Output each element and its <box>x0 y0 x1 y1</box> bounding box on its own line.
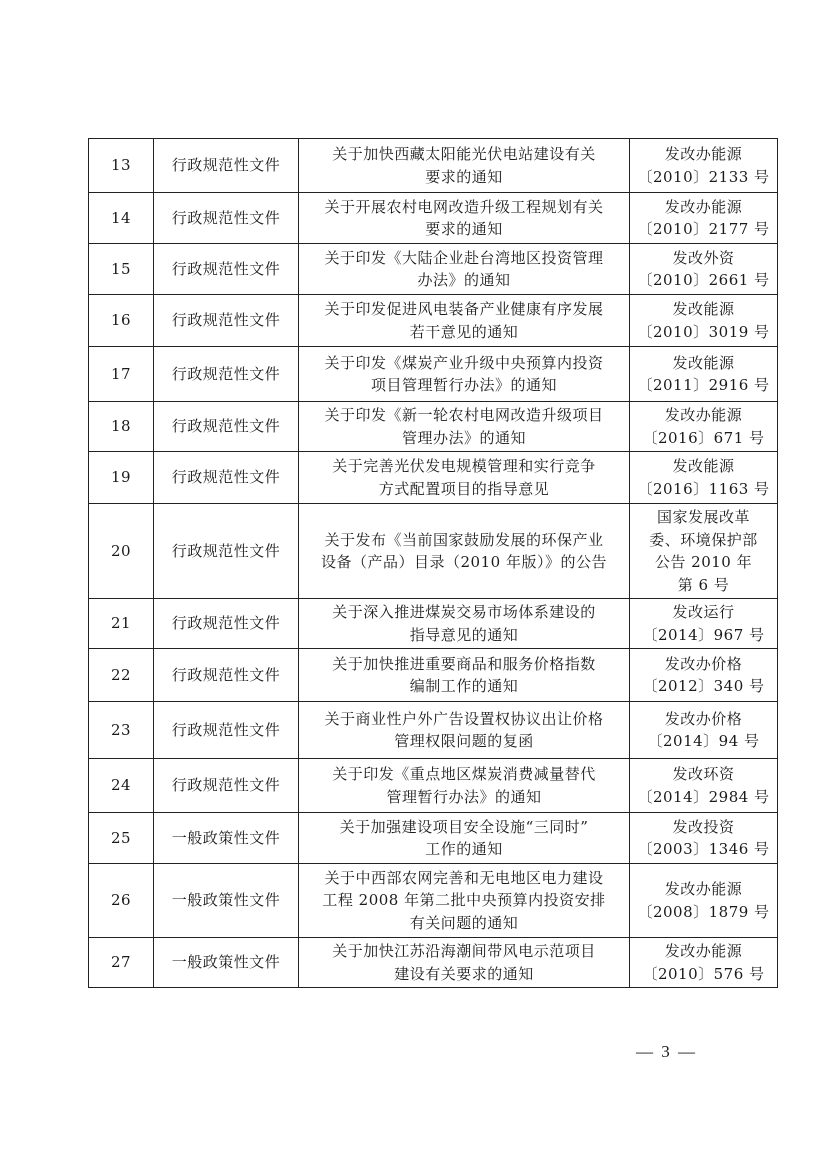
document-number <box>630 193 778 244</box>
document-type: 行政规范性文件 <box>154 402 299 452</box>
document-number-line: 发改能源 <box>672 300 735 318</box>
row-number: 17 <box>89 347 154 402</box>
row-number: 25 <box>89 813 154 864</box>
row-number: 24 <box>89 759 154 813</box>
document-title <box>299 864 630 938</box>
document-number-line: 发改办能源 <box>664 145 743 163</box>
document-number <box>630 599 778 649</box>
document-number-line: 发改办能源 <box>664 942 743 960</box>
row-number: 23 <box>89 702 154 759</box>
row-number: 18 <box>89 402 154 452</box>
document-title <box>299 193 630 244</box>
document-number-line: 〔2011〕2916 号 <box>637 376 770 394</box>
document-number-line: 发改能源 <box>672 353 735 372</box>
document-type: 行政规范性文件 <box>154 347 299 402</box>
document-title-line: 关于发布《当前国家鼓励发展的环保产业 <box>324 530 604 549</box>
document-number-line: 〔2014〕2984 号 <box>637 787 770 806</box>
document-title <box>299 347 630 402</box>
document-number-line: 发改办能源 <box>664 197 743 216</box>
document-type: 一般政策性文件 <box>154 864 299 938</box>
document-number-line: 〔2012〕340 号 <box>642 677 765 695</box>
document-number <box>630 452 778 504</box>
document-title-line: 关于商业性户外广告设置权协议出让价格 <box>324 709 604 728</box>
document-title-line: 关于中西部农网完善和无电地区电力建设 <box>324 868 604 887</box>
document-title-line: 工作的通知 <box>425 840 503 858</box>
document-number-line: 公告 2010 年 <box>654 553 753 571</box>
document-title-line: 关于印发《煤炭产业升级中央预算内投资 <box>324 353 604 372</box>
table-row <box>89 649 778 702</box>
table-row <box>89 452 778 504</box>
table-row <box>89 295 778 347</box>
document-number-line: 〔2010〕3019 号 <box>637 322 770 341</box>
document-type: 行政规范性文件 <box>154 599 299 649</box>
document-title <box>299 139 630 193</box>
document-title <box>299 649 630 702</box>
document-type: 行政规范性文件 <box>154 649 299 702</box>
document-number-line: 〔2014〕94 号 <box>647 732 760 750</box>
document-title-line: 编制工作的通知 <box>409 677 519 695</box>
document-title <box>299 452 630 504</box>
document-number-line: 发改能源 <box>672 457 735 475</box>
document-type: 一般政策性文件 <box>154 813 299 864</box>
document-number <box>630 759 778 813</box>
table-row <box>89 702 778 759</box>
document-title-line: 建设有关要求的通知 <box>394 964 534 983</box>
document-type: 行政规范性文件 <box>154 452 299 504</box>
document-number <box>630 864 778 938</box>
document-title-line: 关于开展农村电网改造升级工程规划有关 <box>324 197 604 216</box>
document-type: 一般政策性文件 <box>154 938 299 988</box>
document-number <box>630 295 778 347</box>
table-row <box>89 599 778 649</box>
document-title-line: 办法》的通知 <box>417 271 511 289</box>
document-type: 行政规范性文件 <box>154 295 299 347</box>
document-number-line: 〔2003〕1346 号 <box>637 840 770 858</box>
table-row <box>89 759 778 813</box>
document-title-line: 若干意见的通知 <box>409 322 519 341</box>
document-title-line: 关于印发促进风电装备产业健康有序发展 <box>324 300 604 318</box>
document-title-line: 方式配置项目的指导意见 <box>378 479 550 498</box>
document-type: 行政规范性文件 <box>154 702 299 759</box>
table-body <box>89 139 778 988</box>
document-title-line: 管理办法》的通知 <box>401 428 526 447</box>
document-number-line: 发改办能源 <box>664 880 743 898</box>
document-number-line: 〔2008〕1879 号 <box>637 902 770 921</box>
document-title-line: 关于印发《大陆企业赴台湾地区投资管理 <box>324 248 604 267</box>
document-title-line: 关于加强建设项目安全设施“三同时” <box>339 817 589 836</box>
document-title <box>299 402 630 452</box>
document-number <box>630 813 778 864</box>
table-row <box>89 938 778 988</box>
table-row <box>89 402 778 452</box>
document-number-line: 〔2016〕1163 号 <box>637 479 770 498</box>
row-number: 14 <box>89 193 154 244</box>
document-number <box>630 347 778 402</box>
document-number <box>630 139 778 193</box>
document-type: 行政规范性文件 <box>154 504 299 599</box>
document-type: 行政规范性文件 <box>154 759 299 813</box>
row-number: 27 <box>89 938 154 988</box>
document-number-line: 第 6 号 <box>677 575 730 594</box>
row-number: 20 <box>89 504 154 599</box>
row-number: 19 <box>89 452 154 504</box>
document-title <box>299 813 630 864</box>
document-number <box>630 938 778 988</box>
document-title <box>299 759 630 813</box>
document-type: 行政规范性文件 <box>154 193 299 244</box>
document-number <box>630 649 778 702</box>
document-title-line: 关于印发《新一轮农村电网改造升级项目 <box>324 406 604 424</box>
document-title <box>299 938 630 988</box>
document-title-line: 要求的通知 <box>425 220 503 238</box>
table-row <box>89 864 778 938</box>
row-number: 26 <box>89 864 154 938</box>
document-number-line: 发改办价格 <box>664 654 743 673</box>
document-title-line: 关于印发《重点地区煤炭消费减量替代 <box>332 765 596 783</box>
document-title-line: 关于深入推进煤炭交易市场体系建设的 <box>332 603 596 621</box>
document-number-line: 发改外资 <box>672 248 735 267</box>
document-title-line: 项目管理暂行办法》的通知 <box>370 376 557 394</box>
document-title <box>299 244 630 295</box>
document-number-line: 〔2016〕671 号 <box>642 428 765 447</box>
document-number-line: 〔2010〕2133 号 <box>637 167 770 186</box>
document-title-line: 指导意见的通知 <box>409 625 519 644</box>
table-row <box>89 244 778 295</box>
document-title-line: 有关问题的通知 <box>409 913 519 932</box>
document-number-line: 〔2010〕2177 号 <box>637 220 770 238</box>
document-title <box>299 702 630 759</box>
document-number-line: 委、环境保护部 <box>649 530 758 549</box>
document-type: 行政规范性文件 <box>154 244 299 295</box>
document-title-line: 关于完善光伏发电规模管理和实行竞争 <box>332 457 596 475</box>
row-number: 21 <box>89 599 154 649</box>
document-number-line: 发改办价格 <box>664 709 743 728</box>
document-title-line: 设备（产品）目录（2010 年版）》的公告 <box>321 553 607 571</box>
document-title-line: 管理暂行办法》的通知 <box>386 787 542 806</box>
document-title <box>299 504 630 599</box>
row-number: 22 <box>89 649 154 702</box>
table-row <box>89 139 778 193</box>
row-number: 15 <box>89 244 154 295</box>
document-number-line: 国家发展改革 <box>656 508 750 526</box>
document-title <box>299 599 630 649</box>
document-number-line: 发改办能源 <box>664 406 743 424</box>
document-number-line: 〔2014〕967 号 <box>642 625 765 644</box>
document-number <box>630 504 778 599</box>
document-title-line: 要求的通知 <box>425 167 503 186</box>
document-type: 行政规范性文件 <box>154 139 299 193</box>
document-number <box>630 702 778 759</box>
document-number-line: 〔2010〕576 号 <box>642 964 765 983</box>
table-row <box>89 193 778 244</box>
document-number-line: 发改运行 <box>672 603 735 621</box>
document-number <box>630 402 778 452</box>
document-number-line: 〔2010〕2661 号 <box>637 271 770 289</box>
table-row <box>89 347 778 402</box>
page-number: — 3 — <box>636 1042 697 1061</box>
row-number: 13 <box>89 139 154 193</box>
document-number-line: 发改环资 <box>672 765 735 783</box>
document-number-line: 发改投资 <box>672 817 735 836</box>
table-row <box>89 504 778 599</box>
document-number <box>630 244 778 295</box>
document-title-line: 工程 2008 年第二批中央预算内投资安排 <box>322 891 606 910</box>
table-row <box>89 813 778 864</box>
document-title-line: 关于加快西藏太阳能光伏电站建设有关 <box>332 145 596 163</box>
row-number: 16 <box>89 295 154 347</box>
document-title-line: 管理权限问题的复函 <box>394 732 534 750</box>
document-title <box>299 295 630 347</box>
document-title-line: 关于加快江苏沿海潮间带风电示范项目 <box>332 942 596 960</box>
document-title-line: 关于加快推进重要商品和服务价格指数 <box>332 654 596 673</box>
document-list-table <box>88 138 778 988</box>
